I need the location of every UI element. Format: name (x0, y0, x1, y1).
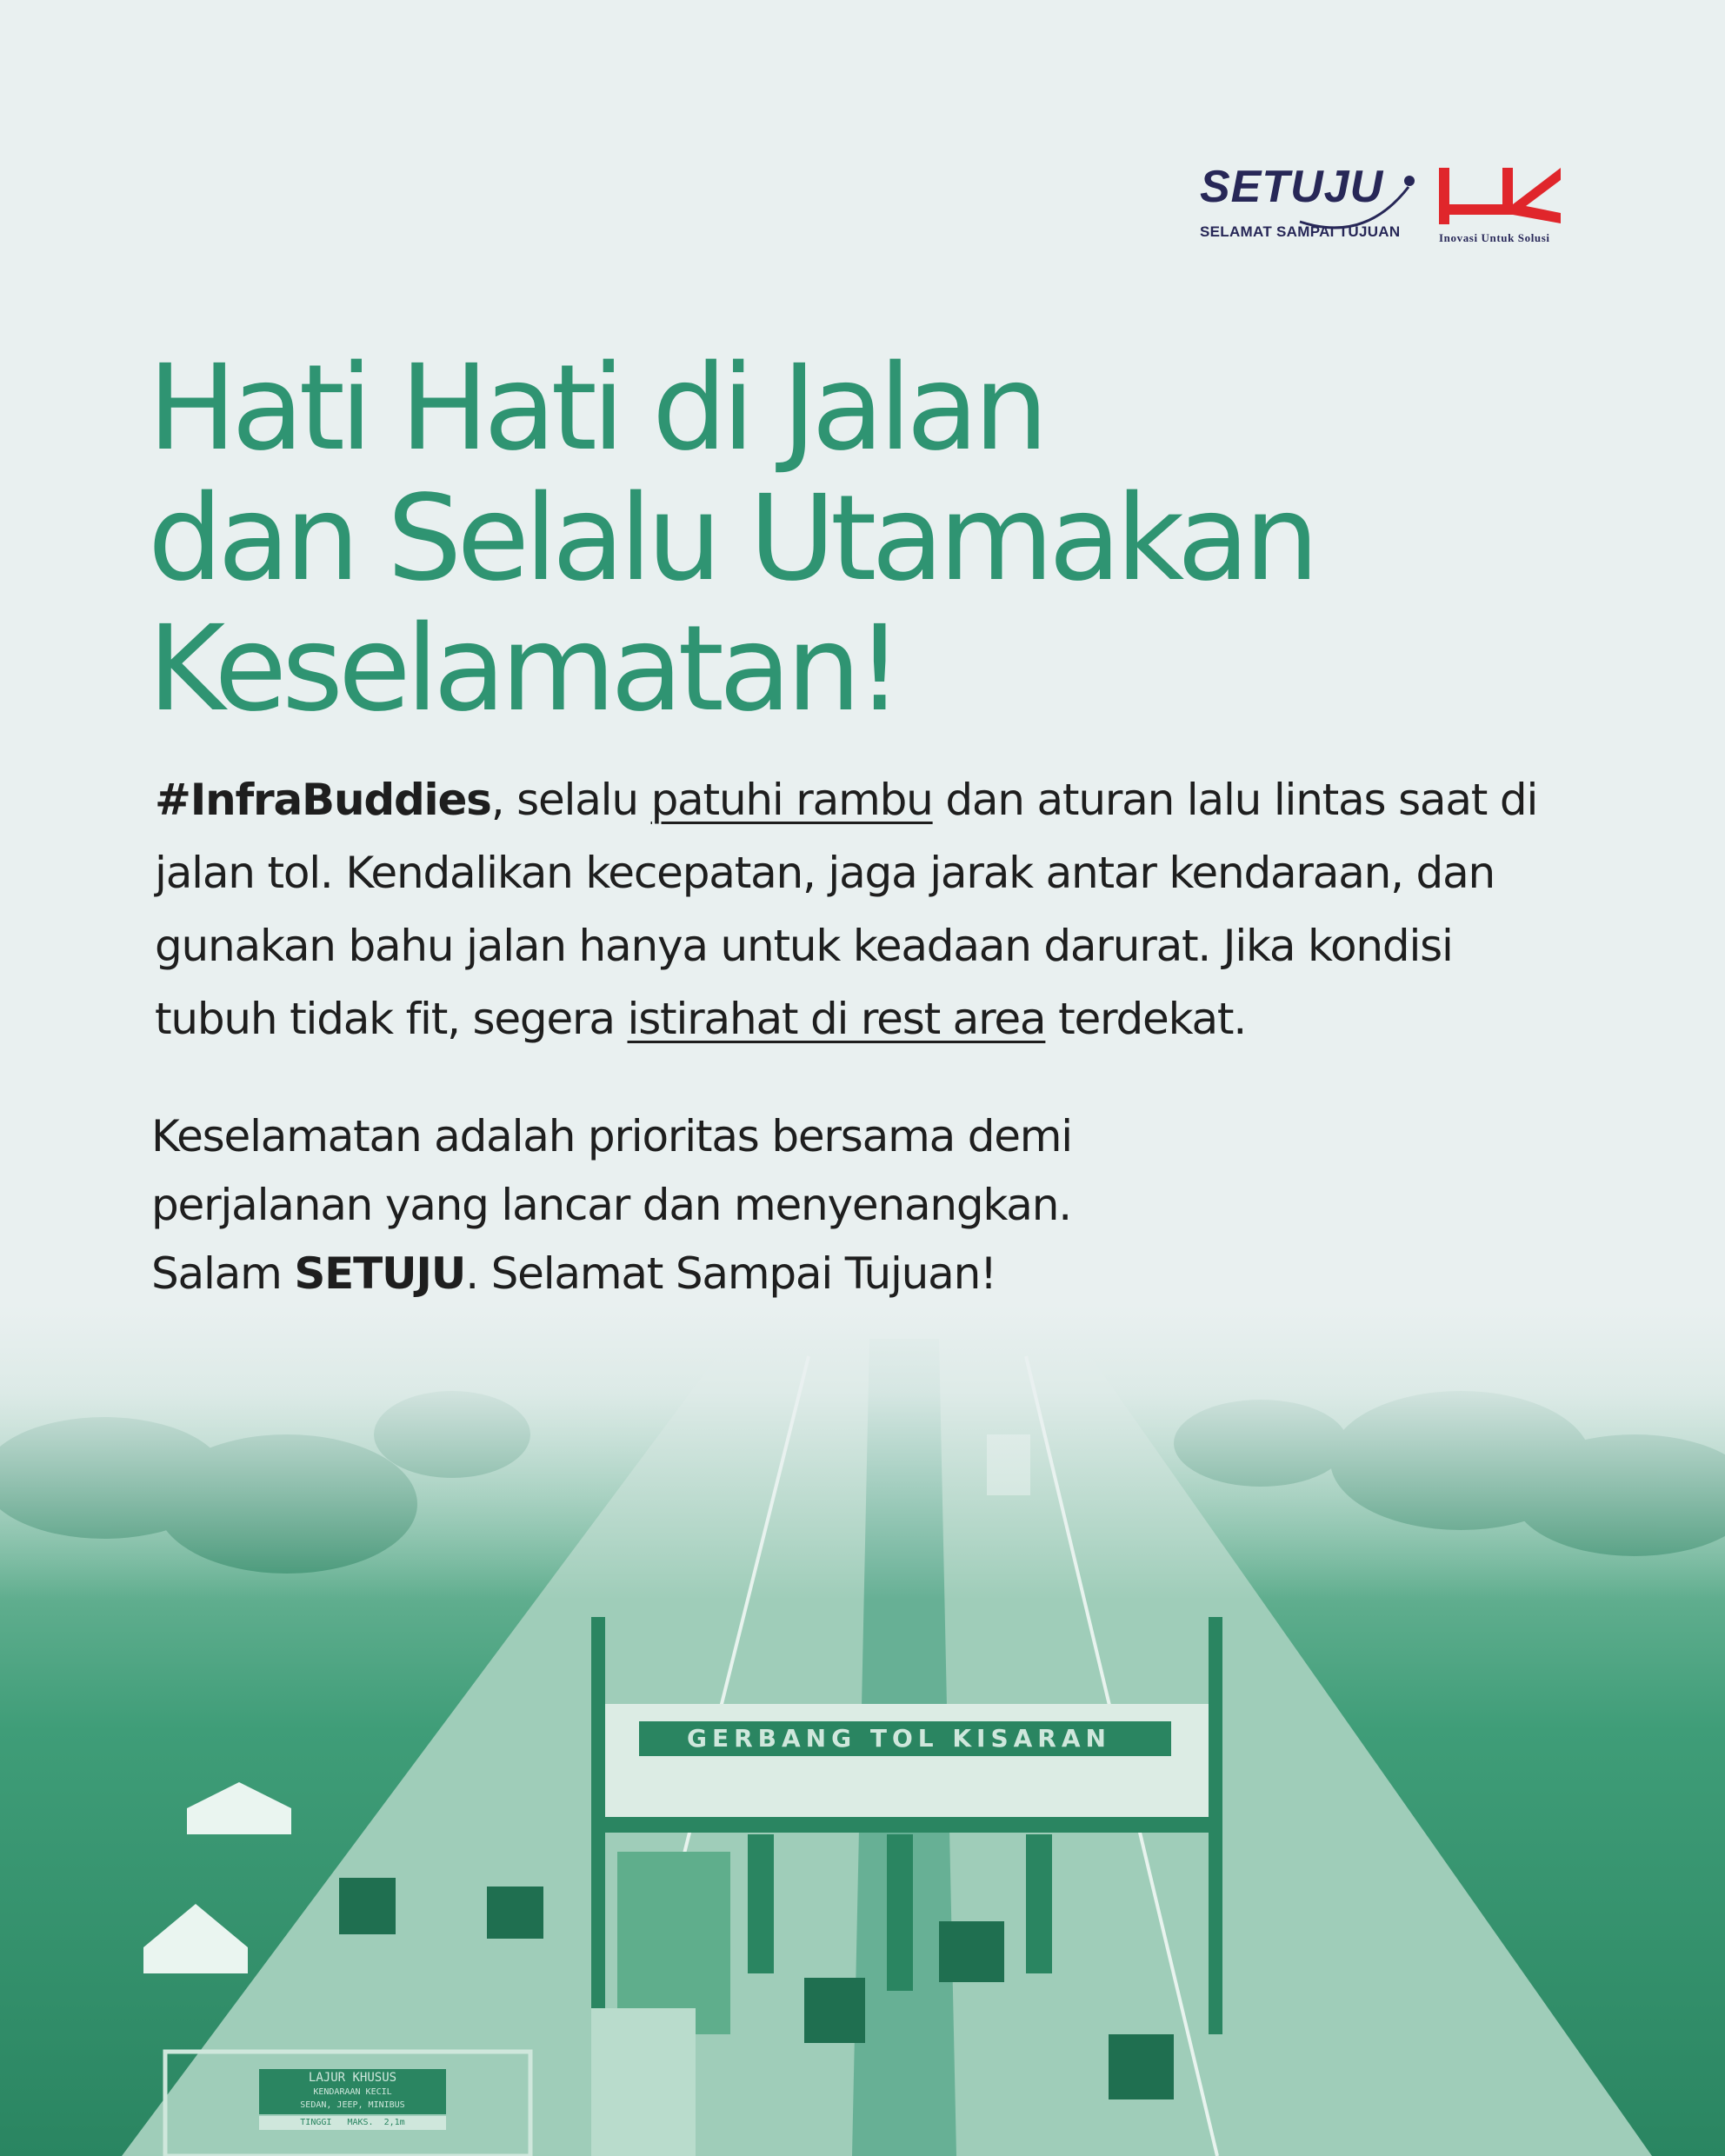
setuju-logo (1200, 161, 1417, 241)
lane-sign-line-3: SEDAN, JEEP, MINIBUS (300, 2100, 405, 2110)
setuju-logo-word: SETUJU (1200, 162, 1384, 212)
link-rest-area[interactable]: istirahat di rest area (627, 994, 1046, 1044)
closing-line-2: perjalanan yang lancar dan menyenangkan. (151, 1180, 1071, 1230)
lane-sign (259, 2069, 446, 2130)
setuju-swoosh-icon (1295, 170, 1417, 230)
partner-logos (1200, 161, 1582, 256)
headline-line-2: dan Selalu Utamakan (148, 470, 1315, 608)
headline (148, 340, 1315, 738)
safety-paragraph (155, 763, 1581, 1055)
text: , selalu (490, 775, 651, 825)
setuju-tagline: SELAMAT SAMPAI TUJUAN (1200, 223, 1401, 240)
lane-sign-panel (259, 2069, 446, 2114)
lane-sign-line-1: LAJUR KHUSUS (308, 2071, 397, 2085)
gate-sign (639, 1721, 1171, 1756)
text: dan aturan lalu lintas saat di jalan tol. Kendalikan kecepatan, jaga jarak antar kendaraan, dan gunakan bahu jalan hanya untuk keadaan darurat. Jika kondisi tubuh tidak fit, segera (155, 775, 1538, 1044)
brand-name: SETUJU (294, 1248, 466, 1299)
headline-line-1: Hati Hati di Jalan (148, 340, 1044, 477)
text: . Selamat Sampai Tujuan! (465, 1248, 996, 1299)
hashtag: #InfraBuddies (155, 775, 491, 825)
hk-logo (1439, 168, 1565, 245)
hk-tagline: Inovasi Untuk Solusi (1439, 231, 1550, 244)
gate-truss (600, 1817, 1217, 1833)
closing-line-1: Keselamatan adalah prioritas bersama demi (151, 1111, 1073, 1161)
gate-sign-text: GERBANG TOL KISARAN (687, 1724, 1111, 1753)
headline-line-3: Keselamatan! (148, 601, 898, 738)
lane-sign-line-4: TINGGI MAKS. 2,1m (259, 2116, 446, 2130)
text: terdekat. (1045, 994, 1247, 1044)
closing-paragraph (151, 1102, 1369, 1308)
lane-sign-line-2: KENDARAAN KECIL (313, 2087, 392, 2097)
hk-logo-mark-icon (1439, 168, 1561, 224)
link-patuhi-rambu[interactable]: patuhi rambu (650, 775, 933, 825)
text: Salam (151, 1248, 295, 1299)
top-fade (0, 1304, 1725, 1600)
